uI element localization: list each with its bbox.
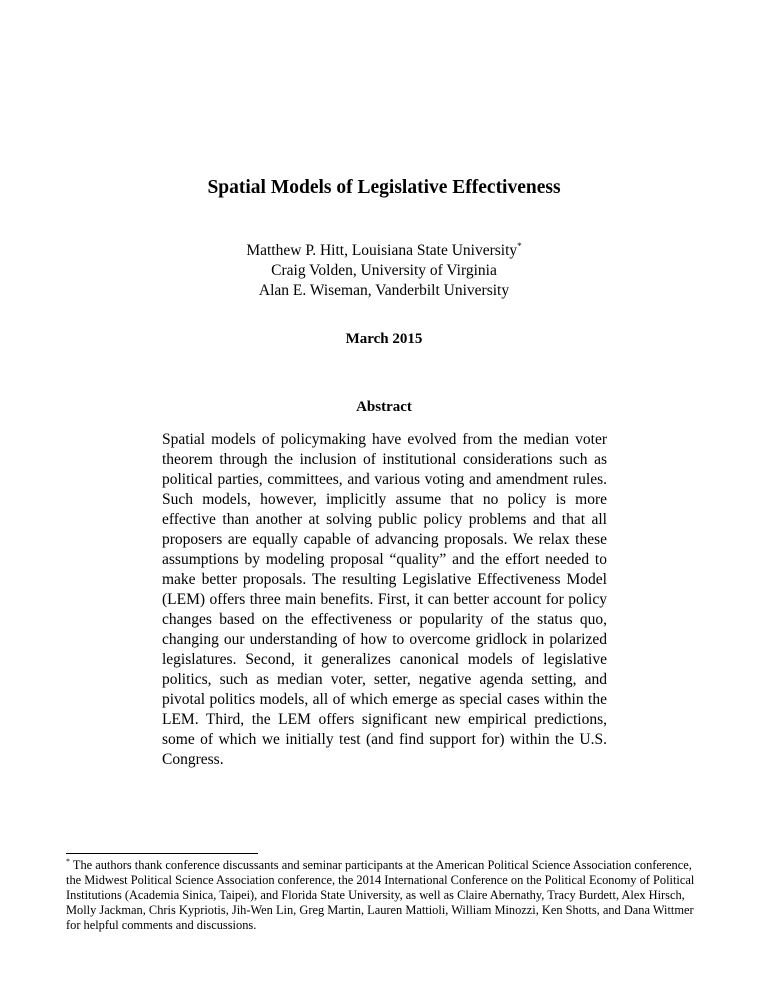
footnote-marker: * <box>66 856 70 866</box>
abstract-body: Spatial models of policymaking have evolved from the median voter theorem through the inclusion of institutional considerations such as political parties, committees, and various voting and amendment rules. Such models, however, implicitly assume that no policy is more effective than another at solving public policy problems and that all proposers are equally capable of advancing proposals. We relax these assumptions by modeling proposal “quality” and the effort needed to make better proposals. The resulting Legislative Effectiveness Model (LEM) offers three main benefits. First, it can better account for policy changes based on the effectiveness or popularity of the status quo, changing our understanding of how to overcome gridlock in polarized legislatures. Second, it generalizes canonical models of legislative politics, such as median voter, setter, negative agenda setting, and pivotal politics models, all of which emerge as special cases within the LEM. Third, the LEM offers significant new empirical predictions, some of which we initially test (and find support for) within the U.S. Congress. <box>162 431 607 768</box>
abstract-heading: Abstract <box>356 399 412 415</box>
author-name: Alan E. Wiseman, Vanderbilt University <box>258 282 510 299</box>
author-list <box>0 241 768 301</box>
author-line <box>0 241 768 261</box>
footnote-text: The authors thank conference discussants and seminar participants at the American Political Science Association conference, the Midwest Political Science Association conference, the 2014 International Conference on the Political Economy of Political Institutions (Academia Sinica, Taipei), and Florida State University, as well as Claire Abernathy, Tracy Burdett, Alex Hirsch, Molly Jackman, Chris Kypriotis, Jih-Wen Lin, Greg Martin, Lauren Mattioli, William Minozzi, Ken Shotts, and Dana Wittmer for helpful comments and discussions. <box>66 858 695 932</box>
author-name: Craig Volden, University of Virginia <box>271 262 497 279</box>
paper-title: Spatial Models of Legislative Effectiveness <box>207 177 561 198</box>
author-name: Matthew P. Hitt, Louisiana State University <box>246 242 518 259</box>
footnote-divider <box>66 853 258 854</box>
publication-date: March 2015 <box>345 331 423 347</box>
author-line <box>0 281 768 301</box>
footnote-marker: * <box>517 240 522 251</box>
footnote <box>66 858 706 933</box>
author-line <box>0 261 768 281</box>
